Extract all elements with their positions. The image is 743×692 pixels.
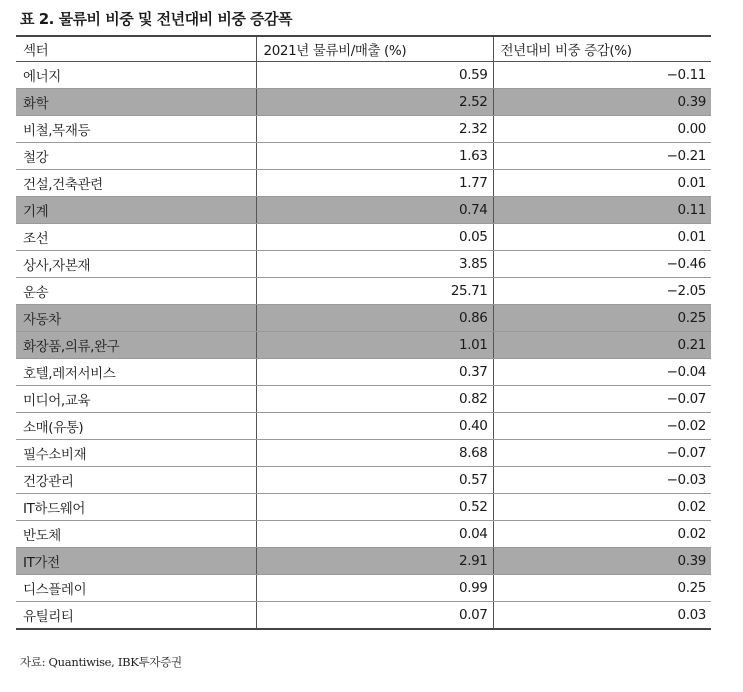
- cell-sector: 자동차: [16, 305, 256, 332]
- header-ratio: 2021년 물류비/매출 (%): [256, 36, 493, 62]
- table-body: [16, 62, 711, 630]
- table-row: [16, 548, 711, 575]
- table-row: [16, 575, 711, 602]
- cell-sector: 화학: [16, 89, 256, 116]
- table-row: [16, 467, 711, 494]
- cell-ratio: 0.74: [256, 197, 493, 224]
- cell-ratio: 0.05: [256, 224, 493, 251]
- header-change: 전년대비 비중 증감(%): [493, 36, 711, 62]
- cell-change: −0.11: [493, 62, 711, 89]
- table-row: [16, 440, 711, 467]
- cell-change: 0.01: [493, 224, 711, 251]
- cell-change: 0.25: [493, 575, 711, 602]
- logistics-cost-table: [16, 35, 711, 630]
- cell-sector: 운송: [16, 278, 256, 305]
- cell-ratio: 0.07: [256, 602, 493, 630]
- table-row: [16, 62, 711, 89]
- cell-change: 0.00: [493, 116, 711, 143]
- cell-ratio: 8.68: [256, 440, 493, 467]
- table-title: 표 2. 물류비 비중 및 전년대비 비중 증감폭: [20, 10, 293, 28]
- header-sector: 섹터: [16, 36, 256, 62]
- cell-sector: IT하드웨어: [16, 494, 256, 521]
- cell-ratio: 0.82: [256, 386, 493, 413]
- cell-sector: 상사,자본재: [16, 251, 256, 278]
- cell-change: −0.07: [493, 386, 711, 413]
- cell-change: 0.39: [493, 89, 711, 116]
- cell-sector: 필수소비재: [16, 440, 256, 467]
- table-row: [16, 170, 711, 197]
- cell-ratio: 0.04: [256, 521, 493, 548]
- cell-ratio: 1.63: [256, 143, 493, 170]
- cell-change: −0.03: [493, 467, 711, 494]
- cell-sector: 조선: [16, 224, 256, 251]
- cell-change: −0.07: [493, 440, 711, 467]
- table-row: [16, 224, 711, 251]
- table-row: [16, 413, 711, 440]
- cell-change: −0.46: [493, 251, 711, 278]
- cell-sector: 건설,건축관련: [16, 170, 256, 197]
- cell-sector: 소매(유통): [16, 413, 256, 440]
- table-row: [16, 602, 711, 630]
- cell-sector: 화장품,의류,완구: [16, 332, 256, 359]
- cell-ratio: 1.77: [256, 170, 493, 197]
- cell-sector: 건강관리: [16, 467, 256, 494]
- cell-ratio: 0.52: [256, 494, 493, 521]
- table-header-row: [16, 36, 711, 62]
- table-row: [16, 386, 711, 413]
- cell-change: −0.04: [493, 359, 711, 386]
- table-row: [16, 278, 711, 305]
- cell-sector: 호텔,레저서비스: [16, 359, 256, 386]
- cell-change: −0.02: [493, 413, 711, 440]
- table-row: [16, 251, 711, 278]
- cell-change: −0.21: [493, 143, 711, 170]
- table-row: [16, 143, 711, 170]
- cell-sector: 에너지: [16, 62, 256, 89]
- cell-ratio: 0.57: [256, 467, 493, 494]
- cell-ratio: 0.37: [256, 359, 493, 386]
- cell-sector: 기계: [16, 197, 256, 224]
- cell-change: 0.01: [493, 170, 711, 197]
- cell-change: 0.03: [493, 602, 711, 630]
- cell-ratio: 0.59: [256, 62, 493, 89]
- cell-ratio: 2.32: [256, 116, 493, 143]
- cell-ratio: 2.91: [256, 548, 493, 575]
- table-row: [16, 116, 711, 143]
- cell-change: 0.25: [493, 305, 711, 332]
- cell-sector: 비철,목재등: [16, 116, 256, 143]
- cell-sector: 반도체: [16, 521, 256, 548]
- cell-ratio: 0.86: [256, 305, 493, 332]
- cell-ratio: 2.52: [256, 89, 493, 116]
- cell-ratio: 1.01: [256, 332, 493, 359]
- table-row: [16, 197, 711, 224]
- cell-ratio: 0.40: [256, 413, 493, 440]
- cell-change: −2.05: [493, 278, 711, 305]
- table-row: [16, 305, 711, 332]
- cell-sector: 미디어,교육: [16, 386, 256, 413]
- cell-change: 0.11: [493, 197, 711, 224]
- table-row: [16, 89, 711, 116]
- cell-change: 0.02: [493, 521, 711, 548]
- cell-sector: 철강: [16, 143, 256, 170]
- cell-sector: 디스플레이: [16, 575, 256, 602]
- table-row: [16, 359, 711, 386]
- table-row: [16, 494, 711, 521]
- cell-change: 0.02: [493, 494, 711, 521]
- cell-ratio: 25.71: [256, 278, 493, 305]
- cell-change: 0.21: [493, 332, 711, 359]
- cell-ratio: 0.99: [256, 575, 493, 602]
- cell-sector: IT가전: [16, 548, 256, 575]
- table-row: [16, 332, 711, 359]
- table-row: [16, 521, 711, 548]
- source-note: 자료: Quantiwise, IBK투자증권: [20, 655, 182, 669]
- cell-ratio: 3.85: [256, 251, 493, 278]
- cell-change: 0.39: [493, 548, 711, 575]
- cell-sector: 유틸리티: [16, 602, 256, 630]
